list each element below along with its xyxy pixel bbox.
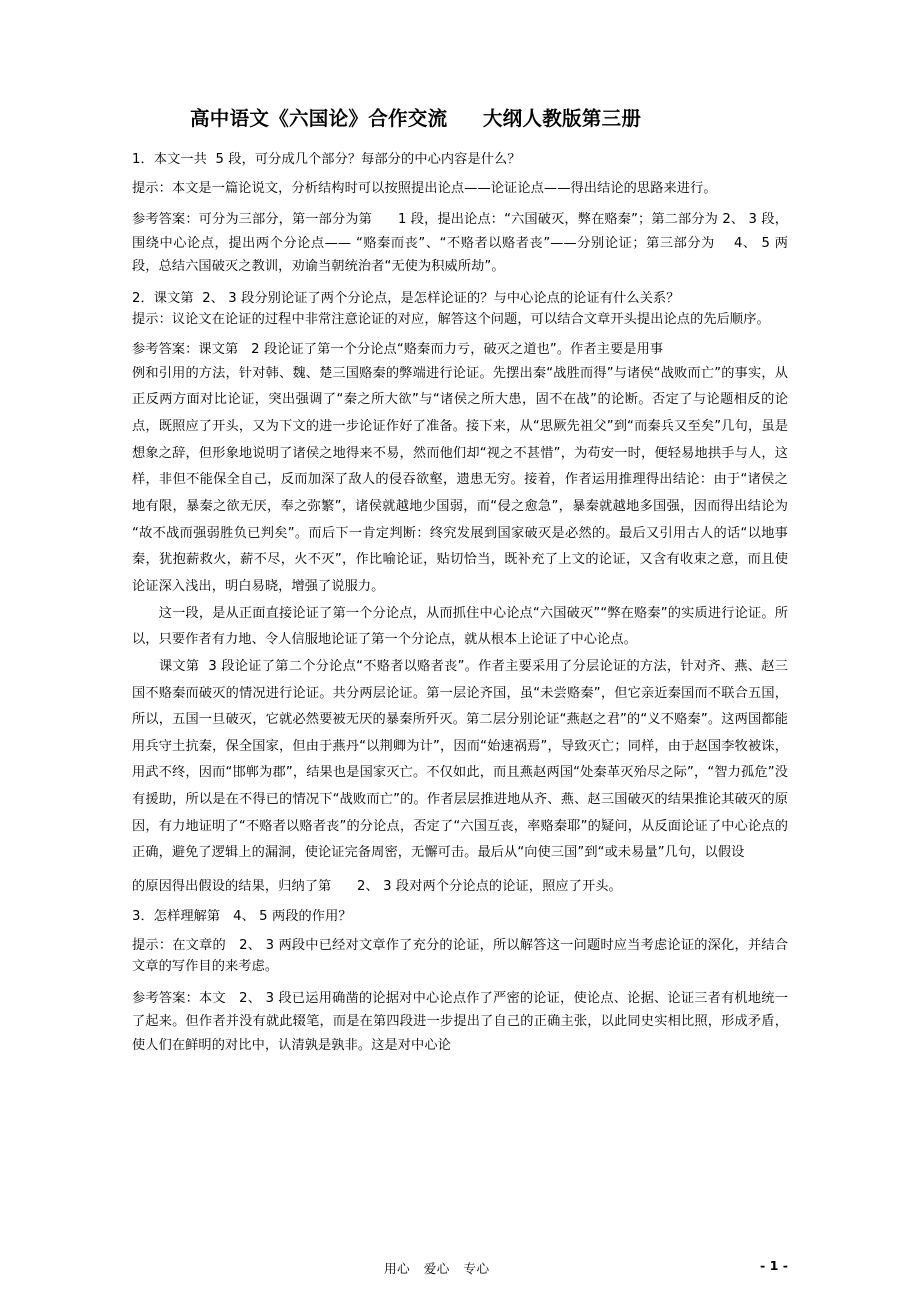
question-3: 3．怎样理解第 4、 5 两段的作用？ [132, 909, 352, 925]
question-2-hint: 提示：议论文在论证的过程中非常注意论证的对应，解答这个问题，可以结合文章开头提出论点的先后顺序。 [132, 311, 770, 327]
footer-slogan: 用心 爱心 专心 [384, 1261, 490, 1276]
question-1-hint: 提示：本文是一篇论说文，分析结构时可以按照提出论点——论证论点——得出结论的思路来进行。 [132, 180, 717, 196]
question-2: 2．课文第 2、 3 段分别论证了两个分论点，是怎样论证的？与中心论点的论证有什么关系？ [132, 290, 680, 306]
question-1-answer: 参考答案：可分为三部分，第一部分为第 1 段，提出论点：“六国破灭，弊在赂秦”；第二部分为 2、 3 段，围绕中心论点，提出两个分论点—— “赂秦而丧”、“不赂者以赂者丧”——分别论证；第三部分为 4、 5 两段，总结六国破灭之教训，劝谕当朝统治者“无使为积威所劫”。 [132, 212, 788, 274]
question-2-answer-para-2: 例和引用的方法，针对韩、魏、楚三国赂秦的弊端进行论证。先摆出秦“战胜而得”与诸侯“战败而亡”的事实，从正反两方面对比论证，突出强调了“秦之所大欲”与“诸侯之所大患，固不在战”的论断。否定了与论题相反的论点，既照应了开头，又为下文的进一步论证作好了准备。接下来，从“思厥先祖父”到“而秦兵又至矣”几句，虽是想象之辞，但形象地说明了诸侯之地得来不易，然而他们却“视之不甚惜”，为苟安一时，便轻易地拱手与人，这样，非但不能保全自己，反而加深了敌人的侵吞欲壑，遗患无穷。接着，作者运用推理得出结论：由于“诸侯之地有限，暴秦之欲无厌，奉之弥繁”，诸侯就越地少国弱，而“侵之愈急”，暴秦就越地多国强，因而得出结论为“故不战而强弱胜负已判矣”。而后下一肯定判断：终究发展到国家破灭是必然的。最后又引用古人的话“以地事秦，犹抱薪救火，薪不尽，火不灭”，作比喻论证，贴切恰当，既补充了上文的论证，又含有收束之意，而且使论证深入浅出，明白易晓，增强了说服力。 [132, 365, 788, 594]
question-3-hint: 提示：在文章的 2、 3 两段中已经对文章作了充分的论证，所以解答这一问题时应当考虑论证的深化，并结合文章的写作目的来考虑。 [132, 937, 788, 975]
page-footer [132, 1258, 788, 1278]
page-title: 高中语文《六国论》合作交流 大纲人教版第三册 [190, 107, 642, 130]
question-2-answer-para-3: 这一段，是从正面直接论证了第一个分论点，从而抓住中心论点“六国破灭”“弊在赂秦”的实质进行论证。所以，只要作者有力地、令人信服地论证了第一个分论点，就从根本上论证了中心论点。 [132, 605, 788, 648]
footer-page-number: - 1 - [760, 1258, 788, 1273]
question-3-answer: 参考答案：本文 2、 3 段已运用确凿的论据对中心论点作了严密的论证，使论点、论据、论证三者有机地统一了起来。但作者并没有就此辍笔，而是在第四段进一步提出了自己的正确主张，以此同史实相比照，形成矛盾，使人们在鲜明的对比中，认清孰是孰非。这是对中心论 [132, 990, 788, 1053]
question-2-answer-para-5: 的原因得出假设的结果，归纳了第 2、 3 段对两个分论点的论证，照应了开头。 [132, 879, 622, 895]
document-body [132, 104, 788, 1057]
question-2-answer-intro: 参考答案：课文第 2 段论证了第一个分论点“赂秦而力亏，破灭之道也”。作者主要是用事 [132, 342, 664, 358]
question-2-answer-para-4: 课文第 3 段论证了第二个分论点“不赂者以赂者丧”。作者主要采用了分层论证的方法，针对齐、燕、赵三国不赂秦而破灭的情况进行论证。共分两层论证。第一层论齐国，虽“未尝赂秦”，但它亲近秦国而不联合五国，所以，五国一旦破灭，它就必然要被无厌的暴秦所歼灭。第二层分别论证“燕赵之君”的“义不赂秦”。这两国都能用兵守土抗秦，保全国家，但由于燕丹“以荆卿为计”，因而“始速祸焉”，导致灭亡；同样，由于赵国李牧被诛，用武不终，因而“邯郸为郡”，结果也是国家灭亡。不仅如此，而且燕赵两国“处秦革灭殆尽之际”，“智力孤危”没有援助，所以是在不得已的情况下“战败而亡”的。作者层层推进地从齐、燕、赵三国破灭的结果推论其破灭的原因，有力地证明了“不赂者以赂者丧”的分论点，否定了“六国互丧，率赂秦耶”的疑问，从反面论证了中心论点的正确，避免了逻辑上的漏洞，使论证完备周密，无懈可击。最后从“向使三国”到“或未易量”几句，以假设 [132, 658, 788, 861]
question-1: 1．本文一共 5 段，可分成几个部分？每部分的中心内容是什么？ [132, 152, 521, 168]
